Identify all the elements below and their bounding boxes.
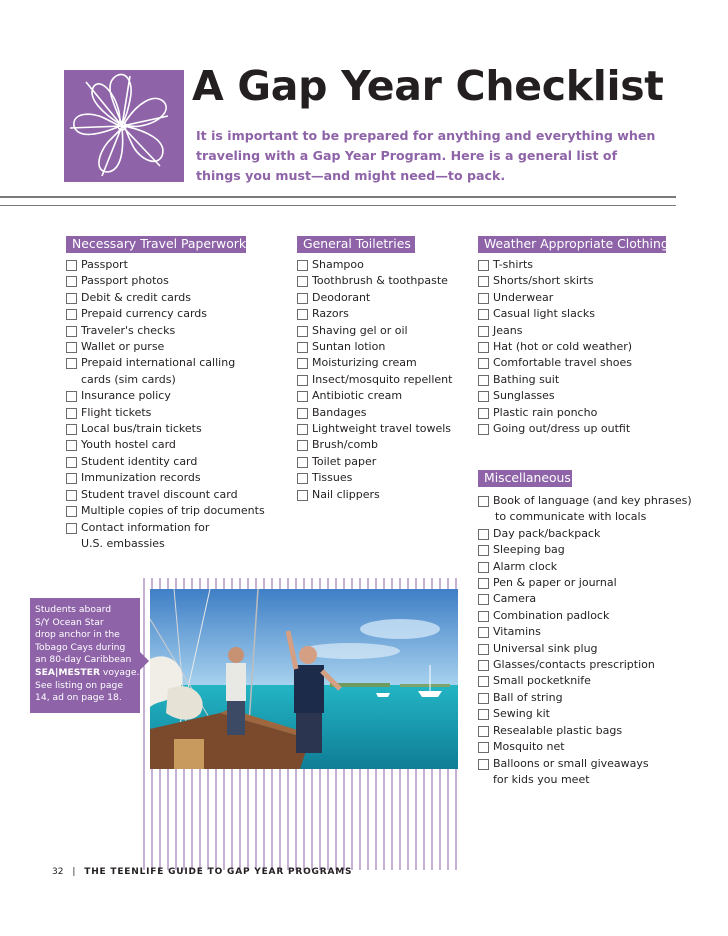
checklist-item: Passport photos — [66, 273, 265, 289]
checkbox[interactable] — [478, 709, 489, 720]
checklist — [66, 257, 265, 552]
checkbox[interactable] — [297, 424, 308, 435]
checklist-item: Local bus/train tickets — [66, 421, 265, 437]
checklist-item: Camera — [478, 591, 692, 607]
checkbox[interactable] — [66, 473, 77, 484]
checklist-item: Comfortable travel shoes — [478, 355, 666, 371]
checkbox[interactable] — [478, 693, 489, 704]
divider-bottom — [0, 205, 676, 206]
checklist-item: Jeans — [478, 323, 666, 339]
flower-icon — [64, 70, 184, 182]
checklist-item: Resealable plastic bags — [478, 723, 692, 739]
page-title: A Gap Year Checklist — [192, 62, 664, 110]
checkbox[interactable] — [297, 260, 308, 271]
checklist-item: Vitamins — [478, 624, 692, 640]
checklist-item: Flight tickets — [66, 405, 265, 421]
checklist-item: Shaving gel or oil — [297, 323, 452, 339]
checklist-item: Sleeping bag — [478, 542, 692, 558]
checkbox[interactable] — [478, 742, 489, 753]
checkbox[interactable] — [478, 375, 489, 386]
checkbox[interactable] — [478, 391, 489, 402]
checkbox[interactable] — [66, 523, 77, 534]
page-footer — [52, 867, 352, 877]
checklist-item: Lightweight travel towels — [297, 421, 452, 437]
checkbox[interactable] — [297, 440, 308, 451]
checklist-item: Sewing kit — [478, 706, 692, 722]
checklist-item: Shorts/short skirts — [478, 273, 666, 289]
checkbox[interactable] — [478, 326, 489, 337]
checklist-item: Ball of string — [478, 690, 692, 706]
checklist-item: Student travel discount card — [66, 487, 265, 503]
checklist-item: Immunization records — [66, 470, 265, 486]
checklist — [297, 257, 452, 503]
checkbox[interactable] — [297, 375, 308, 386]
section-clothing — [478, 233, 669, 437]
checklist-item: Youth hostel card — [66, 437, 265, 453]
checkbox[interactable] — [478, 293, 489, 304]
checkbox[interactable] — [478, 644, 489, 655]
checklist-item: Casual light slacks — [478, 306, 666, 322]
checklist-item: Underwear — [478, 290, 666, 306]
checkbox[interactable] — [478, 276, 489, 287]
checkbox[interactable] — [297, 473, 308, 484]
checklist-item: Toilet paper — [297, 454, 452, 470]
checkbox[interactable] — [478, 562, 489, 573]
checkbox[interactable] — [478, 676, 489, 687]
checkbox[interactable] — [478, 611, 489, 622]
intro-text: It is important to be prepared for anything and everything when traveling with a Gap Year Program. Here is a general list of things you must—and might need—to pack. — [196, 128, 656, 183]
checkbox[interactable] — [66, 506, 77, 517]
checklist-item: Student identity card — [66, 454, 265, 470]
checklist-item: Mosquito net — [478, 739, 692, 755]
checklist-item: Insect/mosquito repellent — [297, 372, 452, 388]
checklist-item: Alarm clock — [478, 559, 692, 575]
checklist — [478, 257, 666, 437]
checklist-item: Glasses/contacts prescription — [478, 657, 692, 673]
checklist-item: Sunglasses — [478, 388, 666, 404]
checklist-item: Suntan lotion — [297, 339, 452, 355]
checklist-item: Balloons or small giveaways for kids you meet — [478, 756, 692, 789]
checklist-item: Book of language (and key phrases) to communicate with locals — [478, 493, 692, 526]
checkbox[interactable] — [478, 358, 489, 369]
checkbox[interactable] — [478, 627, 489, 638]
checkbox[interactable] — [478, 424, 489, 435]
checkbox[interactable] — [66, 424, 77, 435]
checklist-item: Plastic rain poncho — [478, 405, 666, 421]
checklist-item: Tissues — [297, 470, 452, 486]
checklist-item: Traveler's checks — [66, 323, 265, 339]
checklist-item: Toothbrush & toothpaste — [297, 273, 452, 289]
checkbox[interactable] — [478, 529, 489, 540]
checklist-item: Going out/dress up outfit — [478, 421, 666, 437]
checklist-item: Antibiotic cream — [297, 388, 452, 404]
checkbox[interactable] — [66, 457, 77, 468]
checkbox[interactable] — [297, 358, 308, 369]
checklist-item: Razors — [297, 306, 452, 322]
checkbox[interactable] — [297, 342, 308, 353]
checklist-item: Deodorant — [297, 290, 452, 306]
checkbox[interactable] — [66, 260, 77, 271]
checklist — [478, 493, 692, 788]
checkbox[interactable] — [478, 309, 489, 320]
footer-title: THE TEENLIFE GUIDE TO GAP YEAR PROGRAMS — [84, 867, 353, 877]
section-heading: Necessary Travel Paperwork — [66, 236, 246, 253]
checkbox[interactable] — [66, 440, 77, 451]
checklist-item: Combination padlock — [478, 608, 692, 624]
checkbox[interactable] — [297, 490, 308, 501]
checkbox[interactable] — [297, 391, 308, 402]
checkbox[interactable] — [297, 408, 308, 419]
checkbox[interactable] — [478, 545, 489, 556]
page-number: 32 — [52, 867, 64, 877]
checklist-item: T-shirts — [478, 257, 666, 273]
flower-logo — [64, 70, 184, 182]
checklist-item: Multiple copies of trip documents — [66, 503, 265, 519]
checklist-item: Moisturizing cream — [297, 355, 452, 371]
checkbox[interactable] — [297, 293, 308, 304]
section-heading: Weather Appropriate Clothing — [478, 236, 666, 253]
checklist-item: Hat (hot or cold weather) — [478, 339, 666, 355]
divider-top — [0, 196, 676, 198]
checkbox[interactable] — [66, 490, 77, 501]
checkbox[interactable] — [66, 326, 77, 337]
checkbox[interactable] — [478, 342, 489, 353]
checklist-item: Day pack/backpack — [478, 526, 692, 542]
checkbox[interactable] — [297, 276, 308, 287]
checklist-item: Bandages — [297, 405, 452, 421]
checklist-item: Prepaid currency cards — [66, 306, 265, 322]
checklist-item: Contact information for U.S. embassies — [66, 520, 265, 553]
section-paperwork — [66, 233, 265, 552]
checklist-item: Nail clippers — [297, 487, 452, 503]
checkbox[interactable] — [66, 358, 77, 369]
checklist-item: Universal sink plug — [478, 641, 692, 657]
checkbox[interactable] — [478, 594, 489, 605]
checkbox[interactable] — [478, 759, 489, 770]
section-heading: Miscellaneous — [478, 470, 572, 487]
checklist-item: Wallet or purse — [66, 339, 265, 355]
sailboat-photo — [150, 589, 458, 769]
checkbox[interactable] — [297, 326, 308, 337]
checklist-item: Passport — [66, 257, 265, 273]
section-misc — [478, 467, 692, 788]
photo-caption: Students aboard S/Y Ocean Star drop anchor in the Tobago Cays during an 80-day Caribbean SEA|MESTER voyage. See listing on page 14, ad on page 18. — [35, 604, 140, 704]
checkbox[interactable] — [478, 408, 489, 419]
section-heading: General Toiletries — [297, 236, 415, 253]
checklist-item: Prepaid international calling cards (sim cards) — [66, 355, 265, 388]
checkbox[interactable] — [478, 660, 489, 671]
section-toiletries — [297, 233, 452, 503]
checkbox[interactable] — [66, 309, 77, 320]
checkbox[interactable] — [478, 578, 489, 589]
checklist-item: Insurance policy — [66, 388, 265, 404]
checklist-item: Small pocketknife — [478, 673, 692, 689]
checklist-item: Debit & credit cards — [66, 290, 265, 306]
checkbox[interactable] — [297, 309, 308, 320]
checkbox[interactable] — [66, 391, 77, 402]
checkbox[interactable] — [66, 293, 77, 304]
checkbox[interactable] — [297, 457, 308, 468]
checklist-item: Bathing suit — [478, 372, 666, 388]
checkbox[interactable] — [66, 276, 77, 287]
checklist-item: Shampoo — [297, 257, 452, 273]
checklist-item: Pen & paper or journal — [478, 575, 692, 591]
checklist-item: Brush/comb — [297, 437, 452, 453]
footer-separator: | — [72, 867, 76, 877]
checkbox[interactable] — [478, 726, 489, 737]
checkbox[interactable] — [66, 342, 77, 353]
checkbox[interactable] — [66, 408, 77, 419]
checkbox[interactable] — [478, 496, 489, 507]
checkbox[interactable] — [478, 260, 489, 271]
